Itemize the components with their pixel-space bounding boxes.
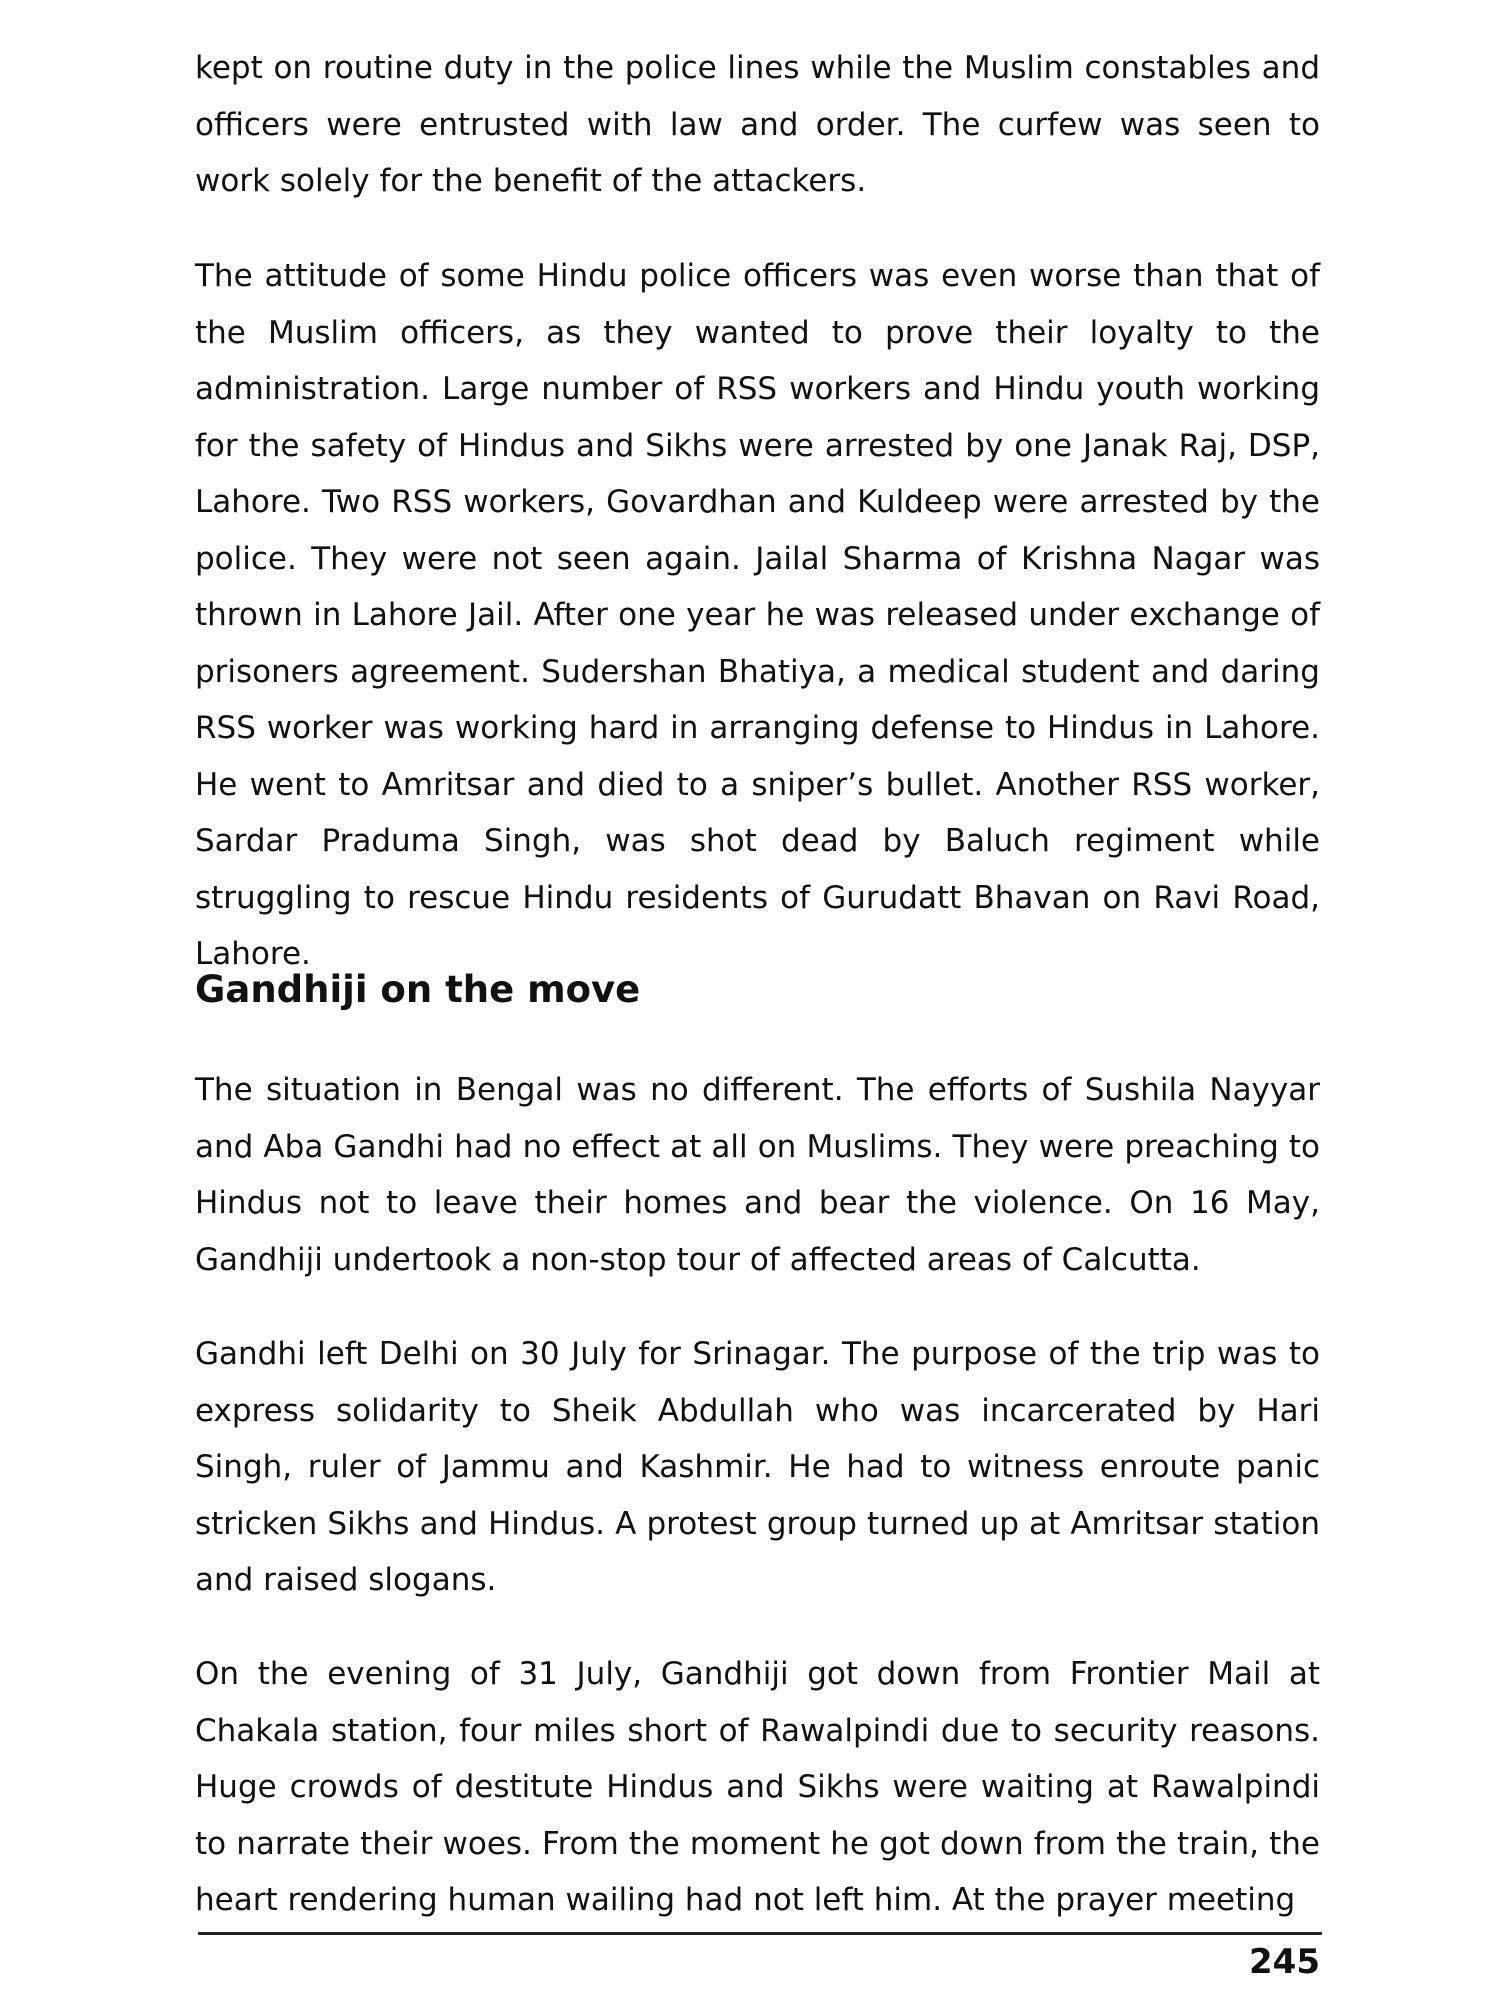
page-number: 245 <box>1249 1942 1320 1982</box>
section-heading: Gandhiji on the move <box>195 968 641 1011</box>
paragraph-srinagar-trip: Gandhi left Delhi on 30 July for Srinagar. The purpose of the trip was to express solidarity to Sheik Abdullah who was incarcerated by Hari Singh, ruler of Jammu and Kashmir. He had to witness enroute panic stricken Sikhs and Hindus. A protest group turned up at Amritsar station and raised slogans. <box>195 1336 1320 1598</box>
paragraph-hindu-police-officers: The attitude of some Hindu police officers was even worse than that of the Muslim officers, as they wanted to prove their loyalty to the administration. Large number of RSS workers and Hindu youth working for the safety of Hindus and Sikhs were arrested by one Janak Raj, DSP, Lahore. Two RSS workers, Govardhan and Kuldeep were arrested by the police. They were not seen again. Jailal Sharma of Krishna Nagar was thrown in Lahore Jail. After one year he was released under exchange of prisoners agreement. Sudershan Bhatiya, a medical student and daring RSS worker was working hard in arranging defense to Hindus in Lahore. He went to Amritsar and died to a sniper’s bullet. Another RSS worker, Sardar Praduma Singh, was shot dead by Baluch regiment while struggling to rescue Hindu residents of Gurudatt Bhavan on Ravi Road, Lahore. <box>195 258 1320 972</box>
paragraph-curfew: kept on routine duty in the police lines while the Muslim constables and officers were entrusted with law and order. The curfew was seen to work solely for the benefit of the attackers. <box>195 50 1320 199</box>
paragraph-rawalpindi-arrival: On the evening of 31 July, Gandhiji got down from Frontier Mail at Chakala station, four miles short of Rawalpindi due to security reasons. Huge crowds of destitute Hindus and Sikhs were waiting at Rawalpindi to narrate their woes. From the moment he got down from the train, the heart rendering human wailing had not left him. At the prayer meeting <box>195 1656 1320 1918</box>
paragraph-bengal-situation: The situation in Bengal was no different. The efforts of Sushila Nayyar and Aba Gandhi had no effect at all on Muslims. They were preaching to Hindus not to leave their homes and bear the violence. On 16 May, Gandhiji undertook a non-stop tour of affected areas of Calcutta. <box>195 1072 1320 1278</box>
footer-divider <box>198 1932 1322 1935</box>
